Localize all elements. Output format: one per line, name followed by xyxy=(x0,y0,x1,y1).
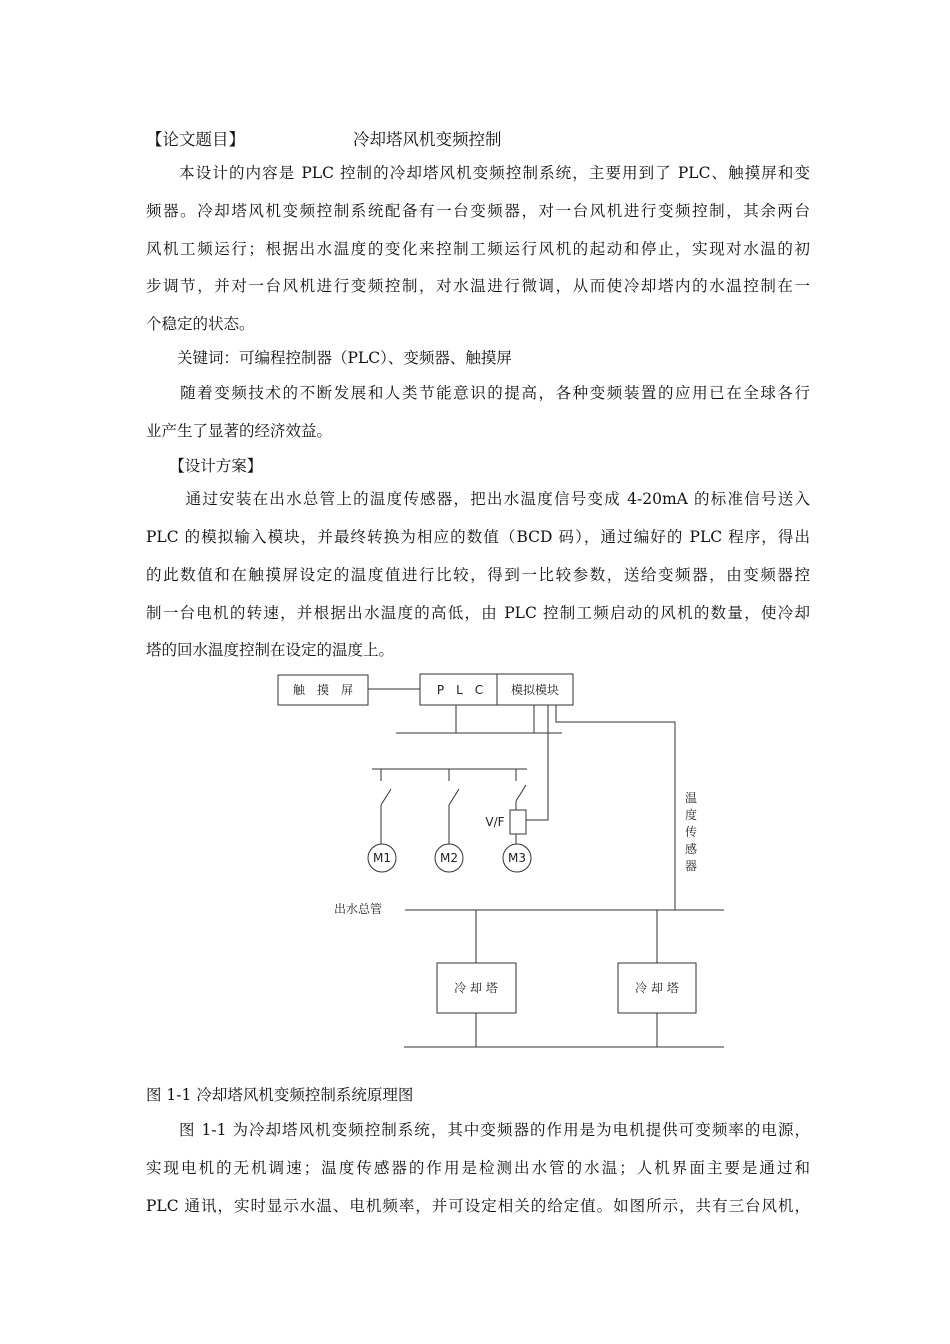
design-line: 制一台电机的转速，并根据出水温度的高低，由 PLC 控制工频启动的风机的数量，使冷却 xyxy=(146,604,810,622)
vf-label: V/F xyxy=(485,815,505,829)
design-line: 塔的回水温度控制在设定的温度上。 xyxy=(146,641,395,659)
sensor-label-char: 感 xyxy=(684,842,698,856)
intro-line: 随着变频技术的不断发展和人类节能意识的提高，各种变频装置的应用已在全球各行 xyxy=(146,384,810,402)
cooling-tower-label: 冷 却 塔 xyxy=(635,981,679,995)
cooling-tower-label: 冷 却 塔 xyxy=(454,981,498,995)
touchscreen-label: 触 摸 屏 xyxy=(292,683,354,697)
sensor-label-char: 度 xyxy=(684,808,698,822)
abstract-line: 步调节，并对一台风机进行变频控制，对水温进行微调，从而使冷却塔内的水温控制在一 xyxy=(146,277,810,295)
sensor-label-char: 传 xyxy=(684,825,698,839)
design-heading: 【设计方案】 xyxy=(146,457,263,475)
motor-m1-label: M1 xyxy=(373,851,391,865)
intro-line: 业产生了显著的经济效益。 xyxy=(146,422,333,440)
thesis-title-label: 【论文题目】 xyxy=(146,130,245,149)
thesis-title: 冷却塔风机变频控制 xyxy=(353,130,502,149)
design-line: 通过安装在出水总管上的温度传感器，把出水温度信号变成 4-20mA 的标准信号送入 xyxy=(146,490,810,508)
outlet-pipe-label: 出水总管 xyxy=(333,902,383,916)
sensor-signal-line xyxy=(556,705,675,910)
sensor-label-char: 温 xyxy=(684,791,698,805)
plc-vf-control-line xyxy=(526,705,548,820)
abstract-line: 本设计的内容是 PLC 控制的冷却塔风机变频控制系统，主要用到了 PLC、触摸屏和变 xyxy=(146,164,810,182)
figure-caption: 图 1-1 冷却塔风机变频控制系统原理图 xyxy=(146,1086,414,1104)
motor-m3-label: M3 xyxy=(508,851,526,865)
plc-label: P L C xyxy=(436,683,484,697)
analog-module-label: 模拟模块 xyxy=(510,683,560,697)
explanation-line: PLC 通讯，实时显示水温、电机频率，并可设定相关的给定值。如图所示，共有三台风机， xyxy=(146,1197,810,1215)
design-line: 的此数值和在触摸屏设定的温度值进行比较，得到一比较参数，送给变频器，由变频器控 xyxy=(146,566,810,584)
abstract-line: 风机工频运行；根据出水温度的变化来控制工频运行风机的起动和停止，实现对水温的初 xyxy=(146,240,810,258)
motor-m2-label: M2 xyxy=(440,851,458,865)
explanation-line: 实现电机的无机调速；温度传感器的作用是检测出水管的水温；人机界面主要是通过和 xyxy=(146,1159,810,1177)
abstract-line: 个稳定的状态。 xyxy=(146,315,255,333)
design-line: PLC 的模拟输入模块，并最终转换为相应的数值（BCD 码），通过编好的 PLC 程序，得出 xyxy=(146,528,810,546)
abstract-line: 频器。冷却塔风机变频控制系统配备有一台变频器，对一台风机进行变频控制，其余两台 xyxy=(146,202,810,220)
sensor-label-char: 器 xyxy=(684,859,698,873)
explanation-line: 图 1-1 为冷却塔风机变频控制系统，其中变频器的作用是为电机提供可变频率的电源， xyxy=(146,1121,810,1139)
keywords: 关键词：可编程控制器（PLC）、变频器、触摸屏 xyxy=(146,349,512,367)
vf-box xyxy=(510,810,526,834)
